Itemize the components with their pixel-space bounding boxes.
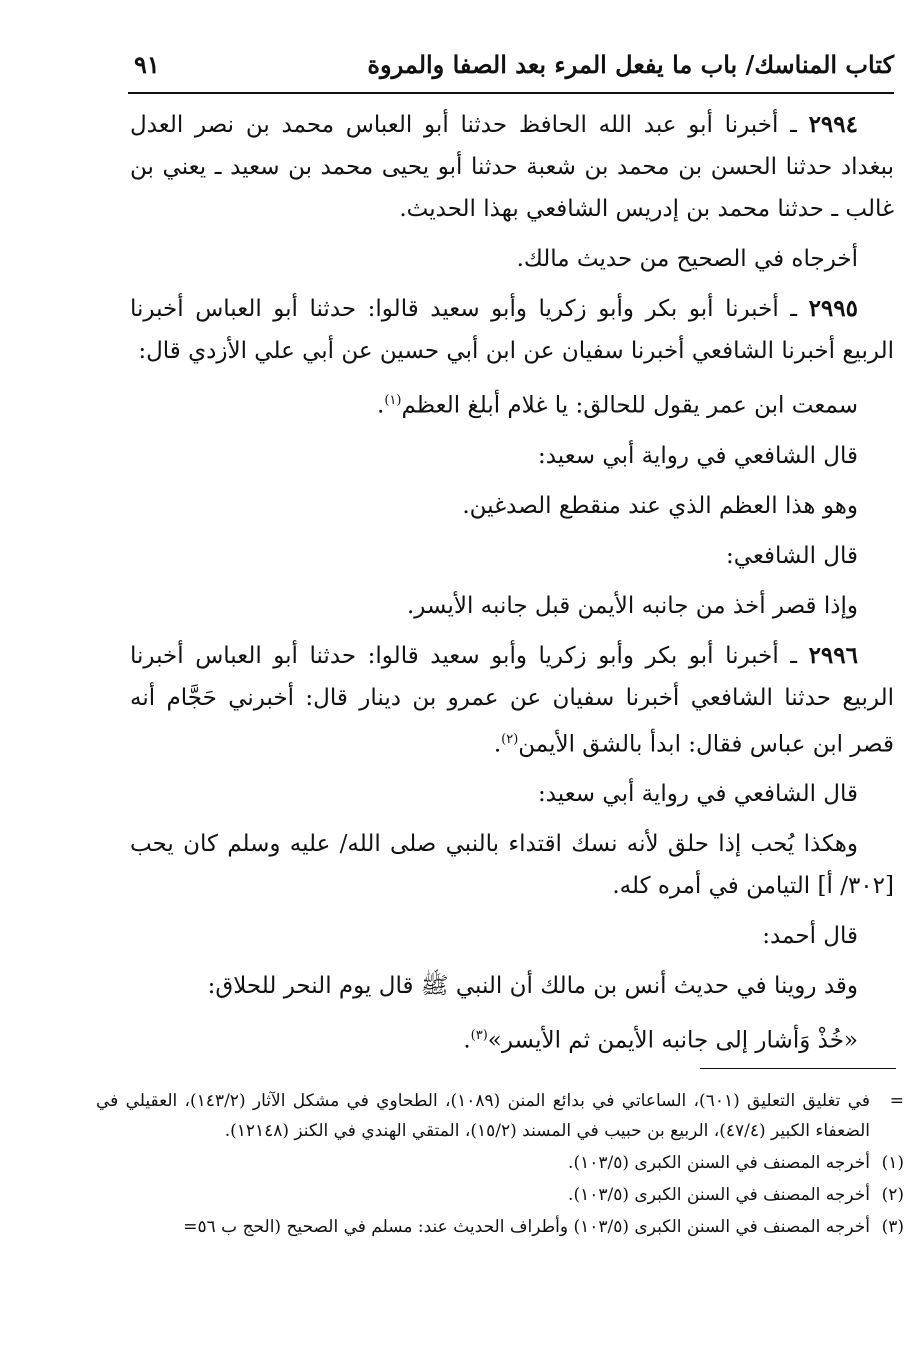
hadith-text: ـ أخبرنا أبو بكر وأبو زكريا وأبو سعيد قالوا: حدثنا أبو العباس أخبرنا الربيع حدثنا الشافعي أخبرنا سفيان عن عمرو بن دينار قال: أخبرني حَجَّام أنه قصر ابن عباس فقال: ابدأ بالشق الأيمن	[130, 642, 894, 758]
paragraph-wahakadha	[130, 823, 894, 907]
footnote-ref-1: (١)	[384, 393, 402, 408]
paragraph-end: .	[377, 392, 385, 419]
paragraph-waqad: وقد روينا في حديث أنس بن مالك أن النبي ﷺ قال يوم النحر للحلاق:	[207, 973, 858, 1000]
chapter-title: كتاب المناسك/ باب ما يفعل المرء بعد الصفا والمروة	[367, 49, 894, 79]
paragraph-samitu	[130, 380, 894, 427]
running-header	[120, 38, 894, 90]
footnote-marker: =	[889, 1091, 904, 1111]
manuscript-folio-marker: [٣٠٢/ أ]	[817, 873, 894, 900]
hadith-text: ـ أخبرنا أبو عبد الله الحافظ حدثنا أبو العباس محمد بن نصر العدل ببغداد حدثنا الحسن بن محمد بن شعبة حدثنا أبو يحيى محمد بن سعيد ـ يعني بن غالب ـ حدثنا محمد بن إدريس الشافعي بهذا الحديث.	[130, 112, 894, 222]
footnotes	[96, 1086, 904, 1244]
hadith-2994	[130, 104, 894, 230]
paragraph-end: .	[463, 1027, 471, 1054]
footnote-text: في تغليق التعليق (٦٠١)، الساعاتي في بدائع المنن (١٠٨٩)، الطحاوي في مشكل الآثار (١٤٣/٢)، العقيلي في الضعفاء الكبير (٤٧/٤)، الربيع بن حبيب في المسند (١٥/٢)، المتقي الهندي في الكنز (١٢١٤٨).	[96, 1091, 870, 1141]
paragraph-text: وهكذا يُحب إذا حلق لأنه نسك اقتداء بالنبي صلى الله/ عليه وسلم كان يحب	[130, 831, 858, 858]
paragraph-qal-shafii-2: قال الشافعي:	[726, 542, 858, 569]
paragraph-qal-shafii-3: قال الشافعي في رواية أبي سعيد:	[537, 781, 858, 808]
footnote-ref-3: (٣)	[470, 1028, 488, 1044]
footnote-marker: (١)	[881, 1153, 904, 1173]
footnote-2	[96, 1180, 904, 1210]
hadith-text: ـ أخبرنا أبو بكر وأبو زكريا وأبو سعيد قالوا: حدثنا أبو العباس أخبرنا الربيع أخبرنا الشافعي أخبرنا سفيان عن ابن أبي حسين عن أبي علي الأزدي قال:	[130, 296, 894, 364]
footnote-1	[96, 1148, 904, 1178]
paragraph-end: .	[493, 731, 502, 758]
paragraph-end: التيامن في أمره كله.	[612, 873, 818, 900]
main-text	[130, 104, 894, 1070]
hadith-number: ٢٩٩٥	[808, 295, 858, 322]
footnote-marker: (٢)	[881, 1185, 904, 1205]
header-rule	[128, 92, 894, 94]
footnote-rule	[700, 1068, 896, 1069]
paragraph-khudh	[130, 1015, 894, 1062]
footnote-continued	[96, 1086, 904, 1146]
paragraph-text: سمعت ابن عمر يقول للحالق: يا غلام أبلغ العظم	[401, 392, 858, 419]
hadith-number: ٢٩٩٤	[808, 111, 858, 138]
footnote-marker: (٣)	[881, 1217, 904, 1237]
paragraph-waidha: وإذا قصر أخذ من جانبه الأيمن قبل جانبه الأيسر.	[406, 592, 858, 619]
footnote-ref-2: (٢)	[501, 731, 519, 747]
footnote-text: أخرجه المصنف في السنن الكبرى (١٠٣/٥).	[568, 1153, 870, 1173]
paragraph-qal-ahmad: قال أحمد:	[762, 923, 858, 950]
paragraph-wahuwa: وهو هذا العظم الذي عند منقطع الصدغين.	[462, 492, 858, 519]
page-number: ٩١	[134, 49, 160, 79]
paragraph-akhrajah: أخرجاه في الصحيح من حديث مالك.	[516, 246, 858, 272]
paragraph-qal-shafii-1: قال الشافعي في رواية أبي سعيد:	[537, 442, 858, 469]
hadith-number: ٢٩٩٦	[808, 641, 858, 669]
footnote-text: أخرجه المصنف في السنن الكبرى (١٠٣/٥) وأطراف الحديث عند: مسلم في الصحيح (الحج ب ٥٦=	[183, 1217, 870, 1237]
footnote-3	[96, 1212, 904, 1242]
paragraph-text: «خُذْ وَأشار إلى جانبه الأيمن ثم الأيسر»	[487, 1027, 858, 1054]
footnote-text: أخرجه المصنف في السنن الكبرى (١٠٣/٥).	[568, 1185, 870, 1205]
hadith-2995	[130, 288, 894, 372]
hadith-2996	[130, 635, 894, 766]
